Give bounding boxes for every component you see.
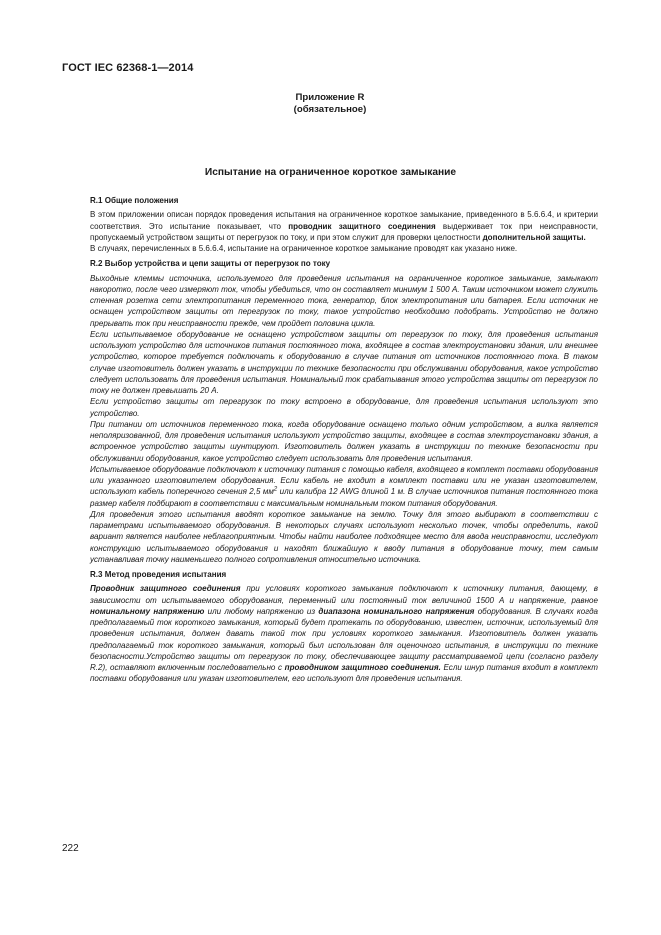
page-title: Испытание на ограниченное короткое замыкание bbox=[204, 167, 457, 178]
text-run: Испытываемое оборудование подключают к источнику питания с помощью кабеля, входящего в комплект поставки оборудования или указанного изготовителем оборудования. Если кабель не входит в комплект поставки или не указан изготовителем, используют кабель поперечного сечения 2,5 мм bbox=[90, 464, 598, 497]
term-bold: диапазона номинального напряжения bbox=[318, 606, 475, 616]
appendix-status: (обязательное) bbox=[293, 104, 367, 115]
text-run: В этом приложении описан порядок проведения испытания на ограниченное короткое замыкание, приведенного в 5.6.6.4, и критерии соответствия. Это испытание показывает, что bbox=[90, 210, 598, 231]
paragraph-r2-4: При питании от источников переменного тока, когда оборудование оснащено только одним устройством, а вилка является неполяризованной, для проведения испытания используют устройство защиты, входящее в состав электроустановки здания, а встроенное устройство защиты шунтируют. Изготовитель должен указать в инструкции по технике безопасности при обслуживании оборудования, какое устройство следует использовать для проведения испытания. bbox=[90, 419, 598, 463]
paragraph-r2-1: Выходные клеммы источника, используемого для проведения испытания на ограниченное короткое замыкание, замыкают накоротко, после чего измеряют ток, чтобы убедиться, что он составляет минимум 1 500 А. Таким источником может служить стенная розетка сети электропитания переменного тока, генератор, блок электропитания или батарея. Если источник не оснащен устройством защиты от перегрузок по току, такое устройство необходимо подобрать. Устройство не должно прерывать ток при неисправности прежде, чем пройдет половина цикла. bbox=[90, 273, 598, 328]
term-bold: дополнительной защиты. bbox=[482, 232, 586, 242]
text-run: при условиях короткого замыкания подключают к источнику питания, дающему, в зависимости от испытываемого оборудования, переменный или постоянный ток величиной 1500 А и напряжение, равное bbox=[90, 584, 598, 605]
section-heading-r1: R.1 Общие положения bbox=[90, 196, 179, 205]
term-bold: проводник защитного соединения bbox=[288, 221, 436, 231]
text-run: выдерживает ток при неисправности, пропускаемый устройством защиты от перегрузок по току, и при этом служит для проверки целостности bbox=[90, 221, 598, 242]
paragraph-r2-6: Для проведения этого испытания вводят короткое замыкание на землю. Точку для этого выбирают в соответствии с параметрами испытываемого оборудования. В некоторых случаях используют несколько точек, чтобы определить, какой вариант является наиболее неблагоприятным. Чтобы найти наиболее подходящее место для ввода неисправности, исследуют конструкцию испытываемого оборудования и находят ближайшую к вводу питания в оборудование точку, тем самым устанавливая точку наименьшего полного сопротивления относительно источника. bbox=[90, 509, 598, 564]
section-heading-r2: R.2 Выбор устройства и цепи защиты от перегрузок по току bbox=[90, 259, 331, 269]
paragraph-r2-5 bbox=[90, 464, 598, 509]
paragraph-r1-2: В случаях, перечисленных в 5.6.6.4, испытание на ограниченное короткое замыкание проводят как указано ниже. bbox=[90, 244, 518, 253]
page-number: 222 bbox=[62, 843, 79, 854]
text-run: Если шнур питания входит в комплект поставки оборудования или указан изготовителем, его используют для проведения испытания. bbox=[90, 663, 598, 684]
text-run: или калибра 12 AWG длиной 1 м. В случае источников питания постоянного тока размер кабеля подбирают в соответствии с максимальным номинальным током питания оборудования. bbox=[90, 487, 598, 508]
text-run: оборудования. В случаях когда предполагаемый ток короткого замыкания, который будет протекать по оборудованию, известен, источник, используемый для проведения испытания, должен давать такой ток при условиях короткого замыкания. Изготовитель должен указать предполагаемый ток короткого замыкания, который был использован для оценочного испытания, в инструкции по технике безопасности.Устройство защиты от перегрузок по току, обеспечивающее защиту рассматриваемой цепи (согласно разделу R.2), оставляют включенным последовательно с bbox=[90, 606, 598, 672]
paragraph-r2-2: Если испытываемое оборудование не оснащено устройством защиты от перегрузок по току, для проведения испытания используют устройство для источников питания постоянного тока, входящее в состав электроустановки здания, или внешнее устройство, которое требуется подключать к оборудованию в случае питания от источников постоянного тока. В таком случае изготовитель должен указать в инструкции по технике безопасности при обслуживании оборудования, какое устройство следует использовать для проведения испытания. Номинальный ток срабатывания этого устройства защиты от перегрузок по току не должен превышать 20 А. bbox=[90, 329, 598, 395]
appendix-title: Приложение R bbox=[295, 92, 365, 103]
document-body bbox=[90, 195, 598, 685]
paragraph-r1-1 bbox=[90, 209, 598, 243]
paragraph-r3-1 bbox=[90, 583, 598, 684]
paragraph-r2-3: Если устройство защиты от перегрузок по току встроено в оборудование, для проведения испытания используют это устройство. bbox=[90, 397, 598, 418]
superscript: 2 bbox=[273, 486, 278, 493]
document-code-header: ГОСТ IEC 62368-1—2014 bbox=[62, 62, 194, 74]
term-bold: проводником защитного соединения. bbox=[284, 663, 441, 672]
text-run: или любому напряжению из bbox=[204, 606, 319, 616]
term-bold: Проводник защитного соединения bbox=[90, 584, 241, 594]
appendix-label bbox=[230, 92, 430, 116]
term-bold: номинальному напряжению bbox=[90, 606, 205, 616]
section-heading-r3: R.3 Метод проведения испытания bbox=[90, 570, 227, 579]
